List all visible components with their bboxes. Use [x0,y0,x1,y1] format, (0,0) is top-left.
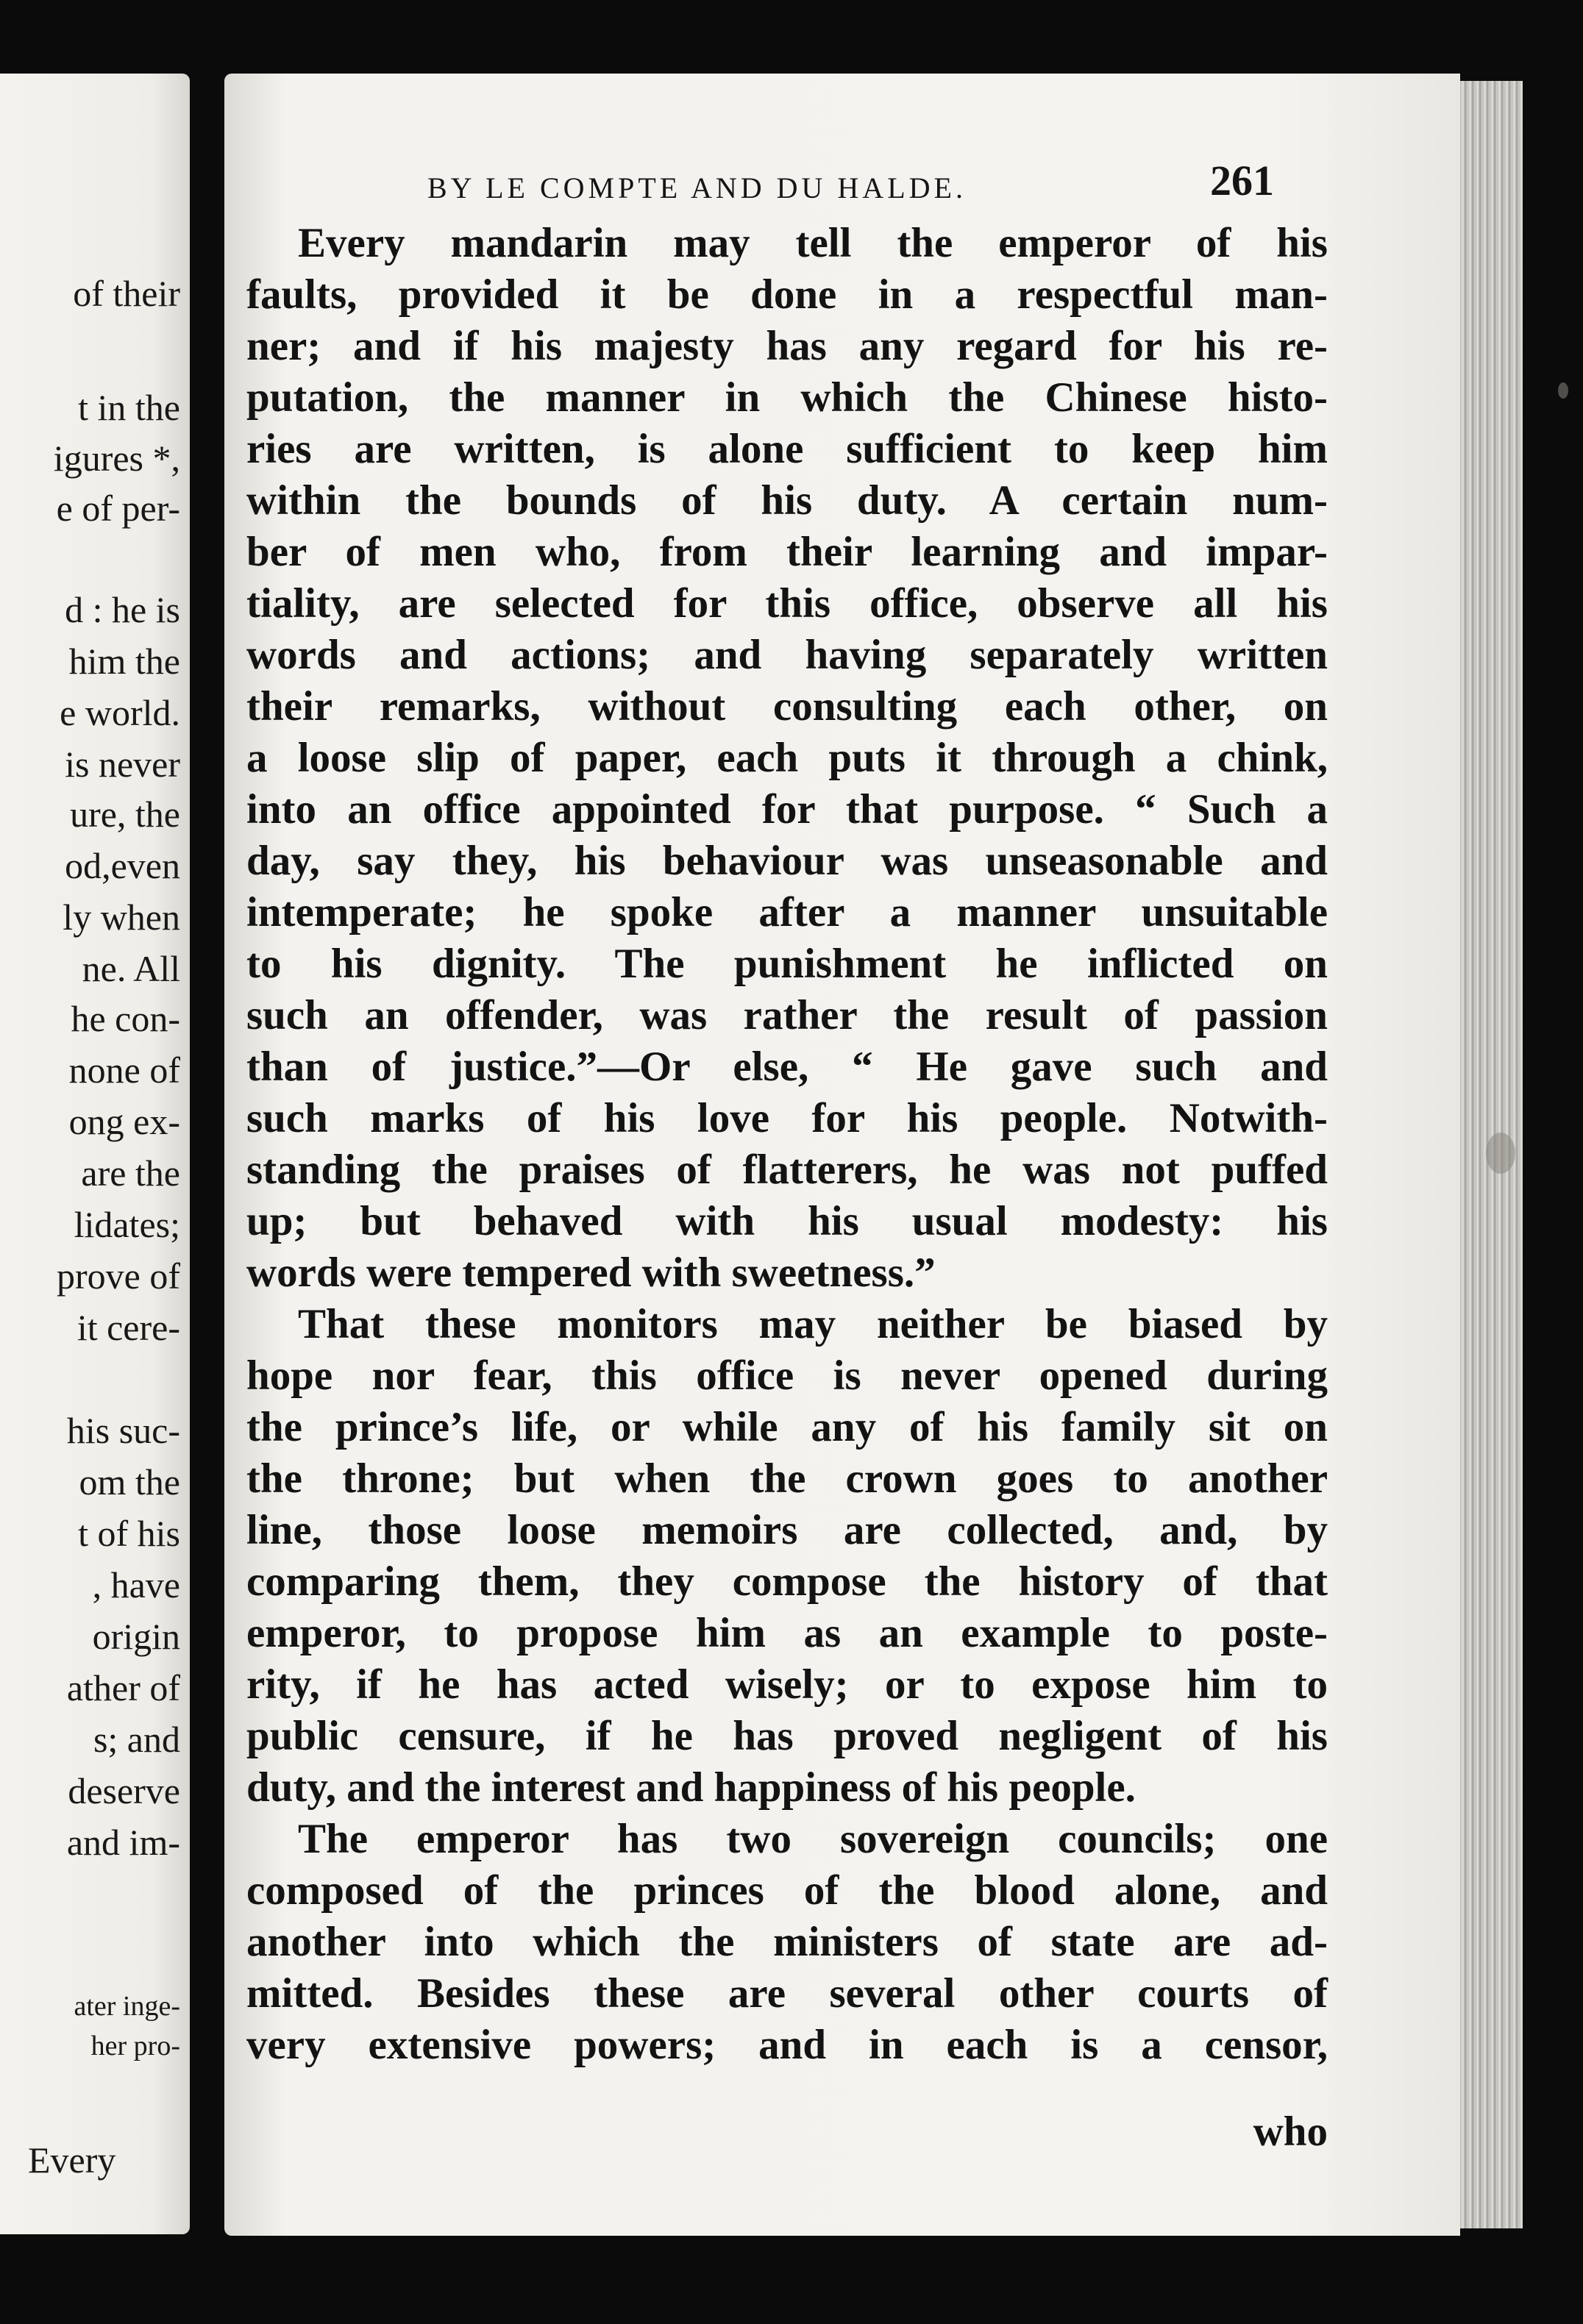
left-page-line: none of [68,1049,180,1091]
paragraph [246,218,1328,1299]
text-line: words and actions; and having separately written [246,632,1328,678]
left-page-line: ly when [63,897,180,938]
text-line: another into which the ministers of state are ad- [246,1919,1328,1965]
left-page-line: and im- [66,1822,180,1863]
text-line: comparing them, they compose the history of that [246,1558,1328,1605]
left-page-line: he con- [71,998,180,1039]
text-line: a loose slip of paper, each puts it through a chink, [246,735,1328,781]
text-line: into an office appointed for that purpose. “ Such a [246,786,1328,833]
ink-speck [1558,382,1568,399]
text-line: within the bounds of his duty. A certain num- [246,477,1328,524]
left-page-line: igures *, [53,438,180,479]
text-line: to his dignity. The punishment he inflicted on [246,941,1328,987]
left-page-line: prove of [57,1255,180,1297]
left-page-line: his suc- [66,1410,180,1451]
text-line: putation, the manner in which the Chinese histo- [246,374,1328,421]
text-line: the prince’s life, or while any of his family sit on [246,1404,1328,1450]
text-line: faults, provided it be done in a respectful man- [246,271,1328,318]
text-line: emperor, to propose him as an example to poste- [246,1610,1328,1656]
text-line: composed of the princes of the blood alone, and [246,1867,1328,1914]
paragraph [246,1814,1328,2071]
left-page-line: him the [68,641,180,682]
left-page-line: origin [92,1616,180,1657]
page-number: 261 [1210,157,1274,204]
text-line: very extensive powers; and in each is a censor, [246,2022,1328,2068]
right-page [224,74,1460,2236]
left-page-line: , have [92,1564,180,1605]
left-page-line: om the [79,1461,180,1503]
text-line: tiality, are selected for this office, observe all his [246,580,1328,627]
text-line: ries are written, is alone sufficient to keep him [246,426,1328,472]
text-line: their remarks, without consulting each other, on [246,683,1328,730]
text-line: the throne; but when the crown goes to another [246,1455,1328,1502]
text-line: rity, if he has acted wisely; or to expose him to [246,1661,1328,1708]
paragraph [246,1299,1328,1814]
left-page-line: e world. [60,692,180,733]
text-line: hope nor fear, this office is never opened during [246,1352,1328,1399]
catchword: who [1253,2109,1328,2155]
left-page-line: deserve [68,1770,180,1811]
left-page-footnote-line: ater inge- [74,1991,180,2022]
left-page-line: t of his [78,1513,180,1554]
text-line: intemperate; he spoke after a manner unsuitable [246,889,1328,935]
left-page-line: ure, the [70,794,180,835]
text-line: ber of men who, from their learning and impar- [246,529,1328,575]
text-line: public censure, if he has proved negligent of his [246,1713,1328,1759]
text-line: such marks of his love for his people. Notwith- [246,1095,1328,1141]
body-text [246,218,1328,2071]
left-page-footnote-line: her pro- [90,2031,180,2061]
left-page-line: it cere- [77,1307,180,1348]
left-page-catchword: Every [28,2139,116,2181]
left-page-line: are the [81,1152,180,1194]
left-page-line: e of per- [56,488,180,529]
text-line: day, say they, his behaviour was unseasonable and [246,838,1328,884]
left-page-line: od,even [65,845,180,886]
text-line: than of justice.”—Or else, “ He gave such and [246,1044,1328,1090]
ink-blot [1486,1133,1515,1174]
left-page-line: s; and [93,1719,180,1760]
text-line: words were tempered with sweetness.” [246,1250,936,1296]
text-line: ner; and if his majesty has any regard for his re- [246,323,1328,369]
text-line: duty, and the interest and happiness of his people. [246,1764,1136,1811]
text-line: such an offender, was rather the result of passion [246,992,1328,1038]
text-line: up; but behaved with his usual modesty: his [246,1198,1328,1244]
left-page-line: t in the [78,387,180,428]
text-line: The emperor has two sovereign councils; one [298,1816,1328,1862]
left-page-line: lidates; [74,1204,180,1245]
running-title: BY LE COMPTE AND DU HALDE. [427,171,967,204]
text-line: standing the praises of flatterers, he was not puffed [246,1147,1328,1193]
left-page-line: ne. All [82,948,180,989]
text-line: That these monitors may neither be biased by [298,1301,1328,1347]
text-line: line, those loose memoirs are collected, and, by [246,1507,1328,1553]
text-line: mitted. Besides these are several other courts of [246,1970,1328,2017]
left-page-text [0,0,190,2324]
left-page-line: ather of [66,1667,180,1708]
left-page-line: d : he is [65,589,180,630]
text-line: Every mandarin may tell the emperor of his [298,220,1328,266]
left-page-line: ong ex- [68,1101,180,1142]
left-page-line: of their [73,273,180,314]
left-page-line: is never [65,744,180,785]
